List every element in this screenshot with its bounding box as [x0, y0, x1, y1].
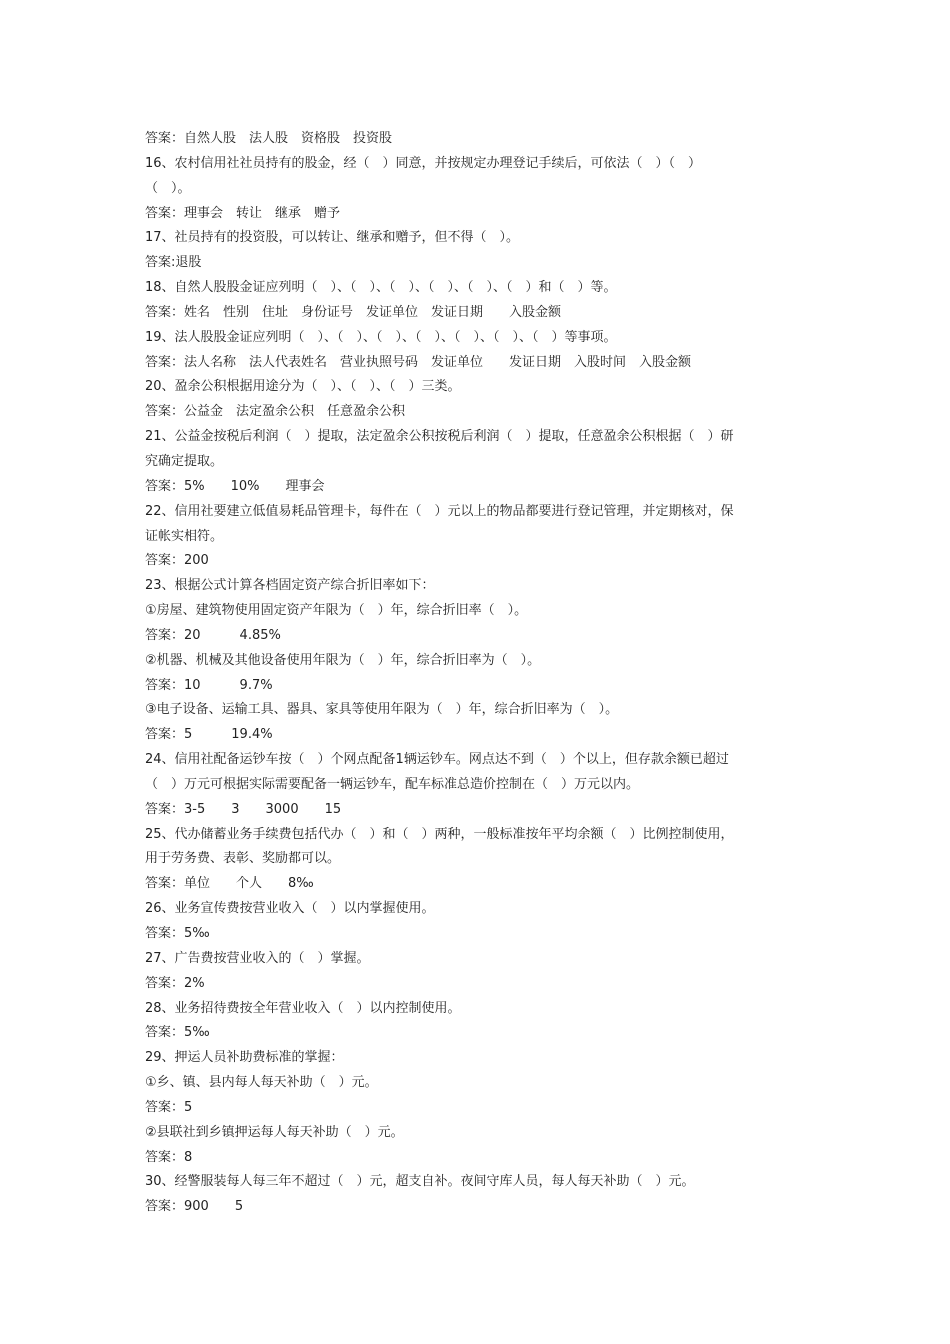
text-line: 答案：8 [145, 1149, 193, 1165]
text-line: 30、经警服装每人每三年不超过（ ）元，超支自补。夜间守库人员，每人每天补助（ ）元。 [145, 1174, 695, 1190]
text-line: （ ）。 [145, 180, 191, 196]
text-line: 25、代办储蓄业务手续费包括代办（ ）和（ ）两种，一般标准按年平均余额（ ）比例控制使用， [145, 826, 734, 842]
text-line: 答案：5‰ [145, 926, 210, 941]
text-line: 答案：姓名 性别 住址 身份证号 发证单位 发证日期 入股金额 [145, 304, 562, 320]
text-line: ①乡、镇、县内每人每天补助（ ）元。 [145, 1075, 378, 1091]
text-line: 答案:退股 [145, 255, 202, 271]
text-line: 答案：5% 10% 理事会 [145, 478, 325, 494]
text-line: 24、信用社配备运钞车按（ ）个网点配备1辆运钞车。网点达不到（ ）个以上，但存款余额已超过 [145, 752, 729, 768]
text-line: 究确定提取。 [145, 453, 224, 469]
text-line: ②机器、机械及其他设备使用年限为（ ）年，综合折旧率为（ ）。 [145, 652, 541, 668]
text-line: 28、业务招待费按全年营业收入（ ）以内控制使用。 [145, 1000, 461, 1016]
text-line: 18、自然人股股金证应列明（ ）、（ ）、（ ）、（ ）、（ ）、（ ）和（ ）等。 [145, 280, 617, 296]
text-line: 用于劳务费、表彰、奖励都可以。 [145, 851, 341, 867]
text-line: 19、法人股股金证应列明（ ）、（ ）、（ ）、（ ）、（ ）、（ ）、（ ）等事项。 [145, 329, 617, 345]
text-line: 27、广告费按营业收入的（ ）掌握。 [145, 950, 370, 966]
text-line: 答案：理事会 转让 继承 赠予 [145, 205, 341, 221]
text-line: 21、公益金按税后利润（ ）提取，法定盈余公积按税后利润（ ）提取，任意盈余公积根据（ ）研 [145, 429, 734, 445]
text-line: 答案：5 [145, 1099, 193, 1115]
text-line: ③电子设备、运输工具、器具、家具等使用年限为（ ）年，综合折旧率为（ ）。 [145, 702, 619, 718]
text-line: 答案：200 [145, 553, 209, 569]
text-line: 答案：5 19.4% [145, 727, 273, 743]
text-line: 答案：公益金 法定盈余公积 任意盈余公积 [145, 404, 406, 420]
text-line: 17、社员持有的投资股，可以转让、继承和赠予，但不得（ ）。 [145, 230, 520, 246]
text-line: （ ）万元可根据实际需要配备一辆运钞车，配车标准总造价控制在（ ）万元以内。 [145, 776, 640, 792]
text-line: 29、押运人员补助费标准的掌握： [145, 1050, 344, 1066]
text-line: 证帐实相符。 [145, 528, 224, 544]
text-line: 答案：2% [145, 975, 205, 991]
text-line: 答案：5‰ [145, 1025, 210, 1041]
text-line: 答案：法人名称 法人代表姓名 营业执照号码 发证单位 发证日期 入股时间 入股金额 [145, 354, 692, 370]
text-line: 答案：单位 个人 8‰ [145, 876, 314, 892]
document-body [145, 127, 810, 1220]
text-line: 答案：自然人股 法人股 资格股 投资股 [145, 131, 393, 146]
text-line: 答案：10 9.7% [145, 677, 273, 693]
text-line: 答案：20 4.85% [145, 627, 281, 643]
text-line: ②县联社到乡镇押运每人每天补助（ ）元。 [145, 1124, 404, 1140]
text-line: 23、根据公式计算各档固定资产综合折旧率如下： [145, 578, 435, 594]
text-line: 16、农村信用社社员持有的股金，经（ ）同意，并按规定办理登记手续后，可依法（ ）（ ） [145, 155, 702, 171]
text-line: 26、业务宣传费按营业收入（ ）以内掌握使用。 [145, 901, 435, 917]
text-line: 20、盈余公积根据用途分为（ ）、（ ）、（ ）三类。 [145, 379, 461, 395]
text-line: 答案：900 5 [145, 1199, 244, 1215]
text-line: ①房屋、建筑物使用固定资产年限为（ ）年，综合折旧率（ ）。 [145, 603, 528, 619]
text-line: 答案：3-5 3 3000 15 [145, 801, 342, 817]
text-line: 22、信用社要建立低值易耗品管理卡，每件在（ ）元以上的物品都要进行登记管理，并定期核对，保 [145, 503, 734, 519]
